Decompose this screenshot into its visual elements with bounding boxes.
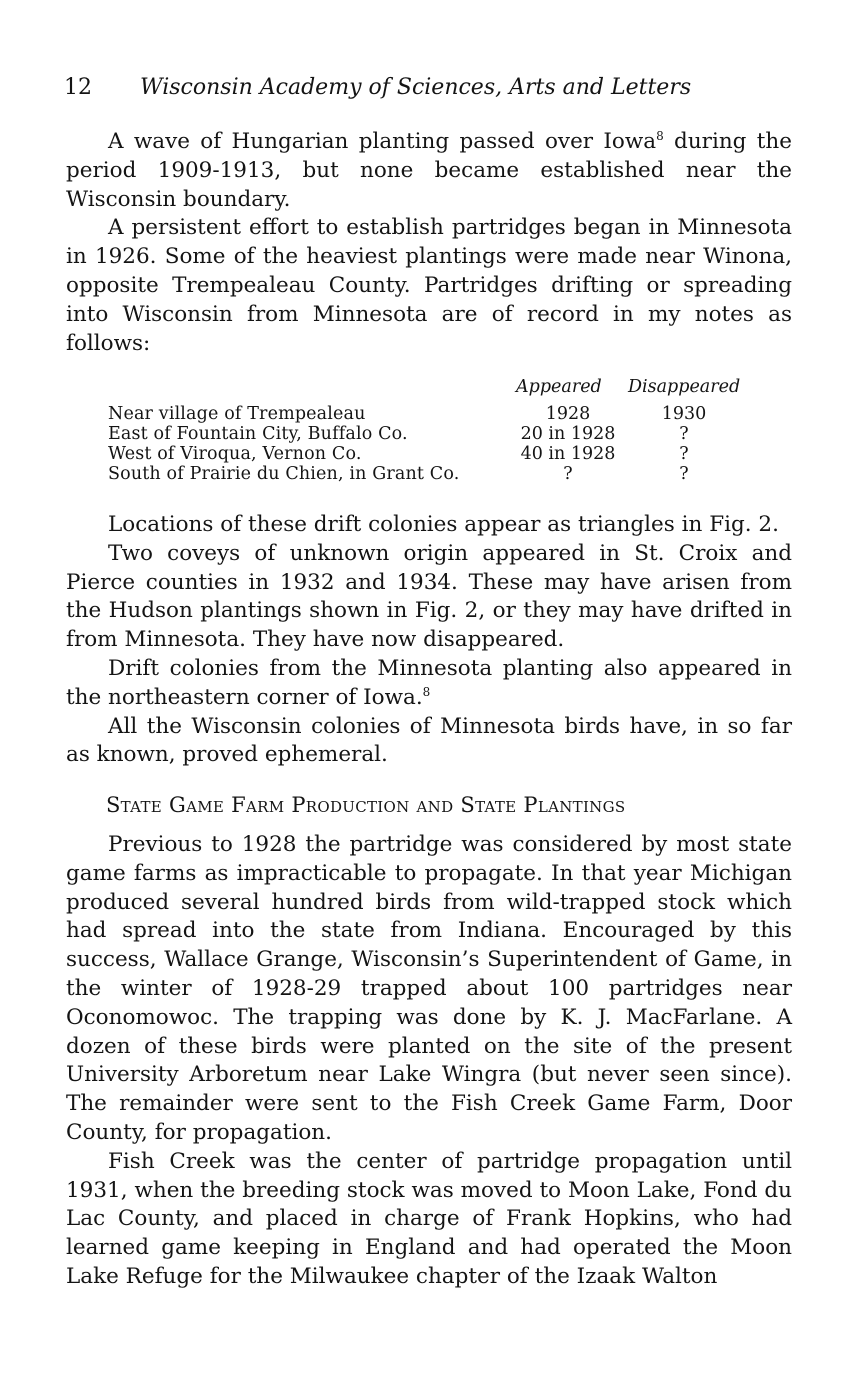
cell-appeared: ? <box>563 464 573 484</box>
text-block-intro <box>66 128 792 358</box>
cell-location: East of Fountain City, Buffalo Co. <box>108 424 408 444</box>
cell-location: South of Prairie du Chien, in Grant Co. <box>108 464 460 484</box>
column-header-appeared: Appeared <box>516 377 602 397</box>
footnote-ref: 8 <box>422 684 431 699</box>
cell-appeared: 1928 <box>545 404 591 424</box>
column-header-disappeared: Disappeared <box>628 377 741 397</box>
cell-disappeared: ? <box>679 464 689 484</box>
paragraph-text: Drift colonies from the Minnesota planting also appeared in the northeastern corner of Iowa. <box>66 655 792 710</box>
cell-appeared: 40 in 1928 <box>520 444 616 464</box>
page-number: 12 <box>64 75 92 100</box>
section-heading: State Game Farm Production and State Plantings <box>106 793 626 817</box>
running-header <box>64 74 794 102</box>
cell-location: Near village of Trempealeau <box>108 404 366 424</box>
paragraph-two-coveys: Two coveys of unknown origin appeared in St. Croix and Pierce counties in 1932 and 1934. These may have arisen from the Hudson plantings shown in Fig. 2, or they may have drifted in from Minnesota. They have now disappeared. <box>66 540 792 653</box>
paragraph-iowa-drift <box>66 655 792 713</box>
cell-location: West of Viroqua, Vernon Co. <box>108 444 362 464</box>
footnote-ref: 8 <box>656 129 664 143</box>
paragraph-text: during the period 1909-1913, but none became established near the Wisconsin boundary. <box>66 129 792 212</box>
text-block-drift-colonies <box>66 511 792 770</box>
paragraph-fish-creek: Fish Creek was the center of partridge propagation until 1931, when the breeding stock was moved to Moon Lake, Fond du Lac County, and placed in charge of Frank Hopkins, who had learned game keeping in England and had operated the Moon Lake Refuge for the Milwaukee chapter of the Izaak Walton <box>66 1148 792 1289</box>
paragraph-previous-1928: Previous to 1928 the partridge was considered by most state game farms as impracticable to propagate. In that year Michigan produced several hundred birds from wild-trapped stock which had spread into the state from Indiana. Encouraged by this success, Wallace Grange, Wisconsin’s Superintendent of Game, in the winter of 1928-29 trapped about 100 partridges near Oconomowoc. The trapping was done by K. J. MacFarlane. A dozen of these birds were planted on the site of the present University Arboretum near Lake Wingra (but never seen since). The remainder were sent to the Fish Creek Game Farm, Door County, for propagation. <box>66 832 792 1145</box>
paragraph-ephemeral: All the Wisconsin colonies of Minnesota birds have, in so far as known, proved ephemeral. <box>66 713 792 768</box>
paragraph-minnesota-effort: A persistent effort to establish partridges began in Minnesota in 1926. Some of the heaviest plantings were made near Winona, opposite Trempealeau County. Partridges drifting or spreading into Wisconsin from Minnesota are of record in my notes as follows: <box>66 215 792 356</box>
table-row <box>108 405 768 425</box>
running-title: Wisconsin Academy of Sciences, Arts and Letters <box>140 75 692 100</box>
paragraph-iowa-wave <box>66 128 792 214</box>
text-block-game-farm <box>66 831 792 1292</box>
cell-disappeared: ? <box>679 444 689 464</box>
table-row <box>108 465 768 485</box>
cell-appeared: 20 in 1928 <box>520 424 616 444</box>
cell-disappeared: ? <box>679 424 689 444</box>
cell-disappeared: 1930 <box>661 404 707 424</box>
table-row <box>108 445 768 465</box>
paragraph-locations: Locations of these drift colonies appear as triangles in Fig. 2. <box>108 512 779 537</box>
table-row <box>108 425 768 445</box>
paragraph-text: A wave of Hungarian planting passed over Iowa <box>108 129 657 154</box>
